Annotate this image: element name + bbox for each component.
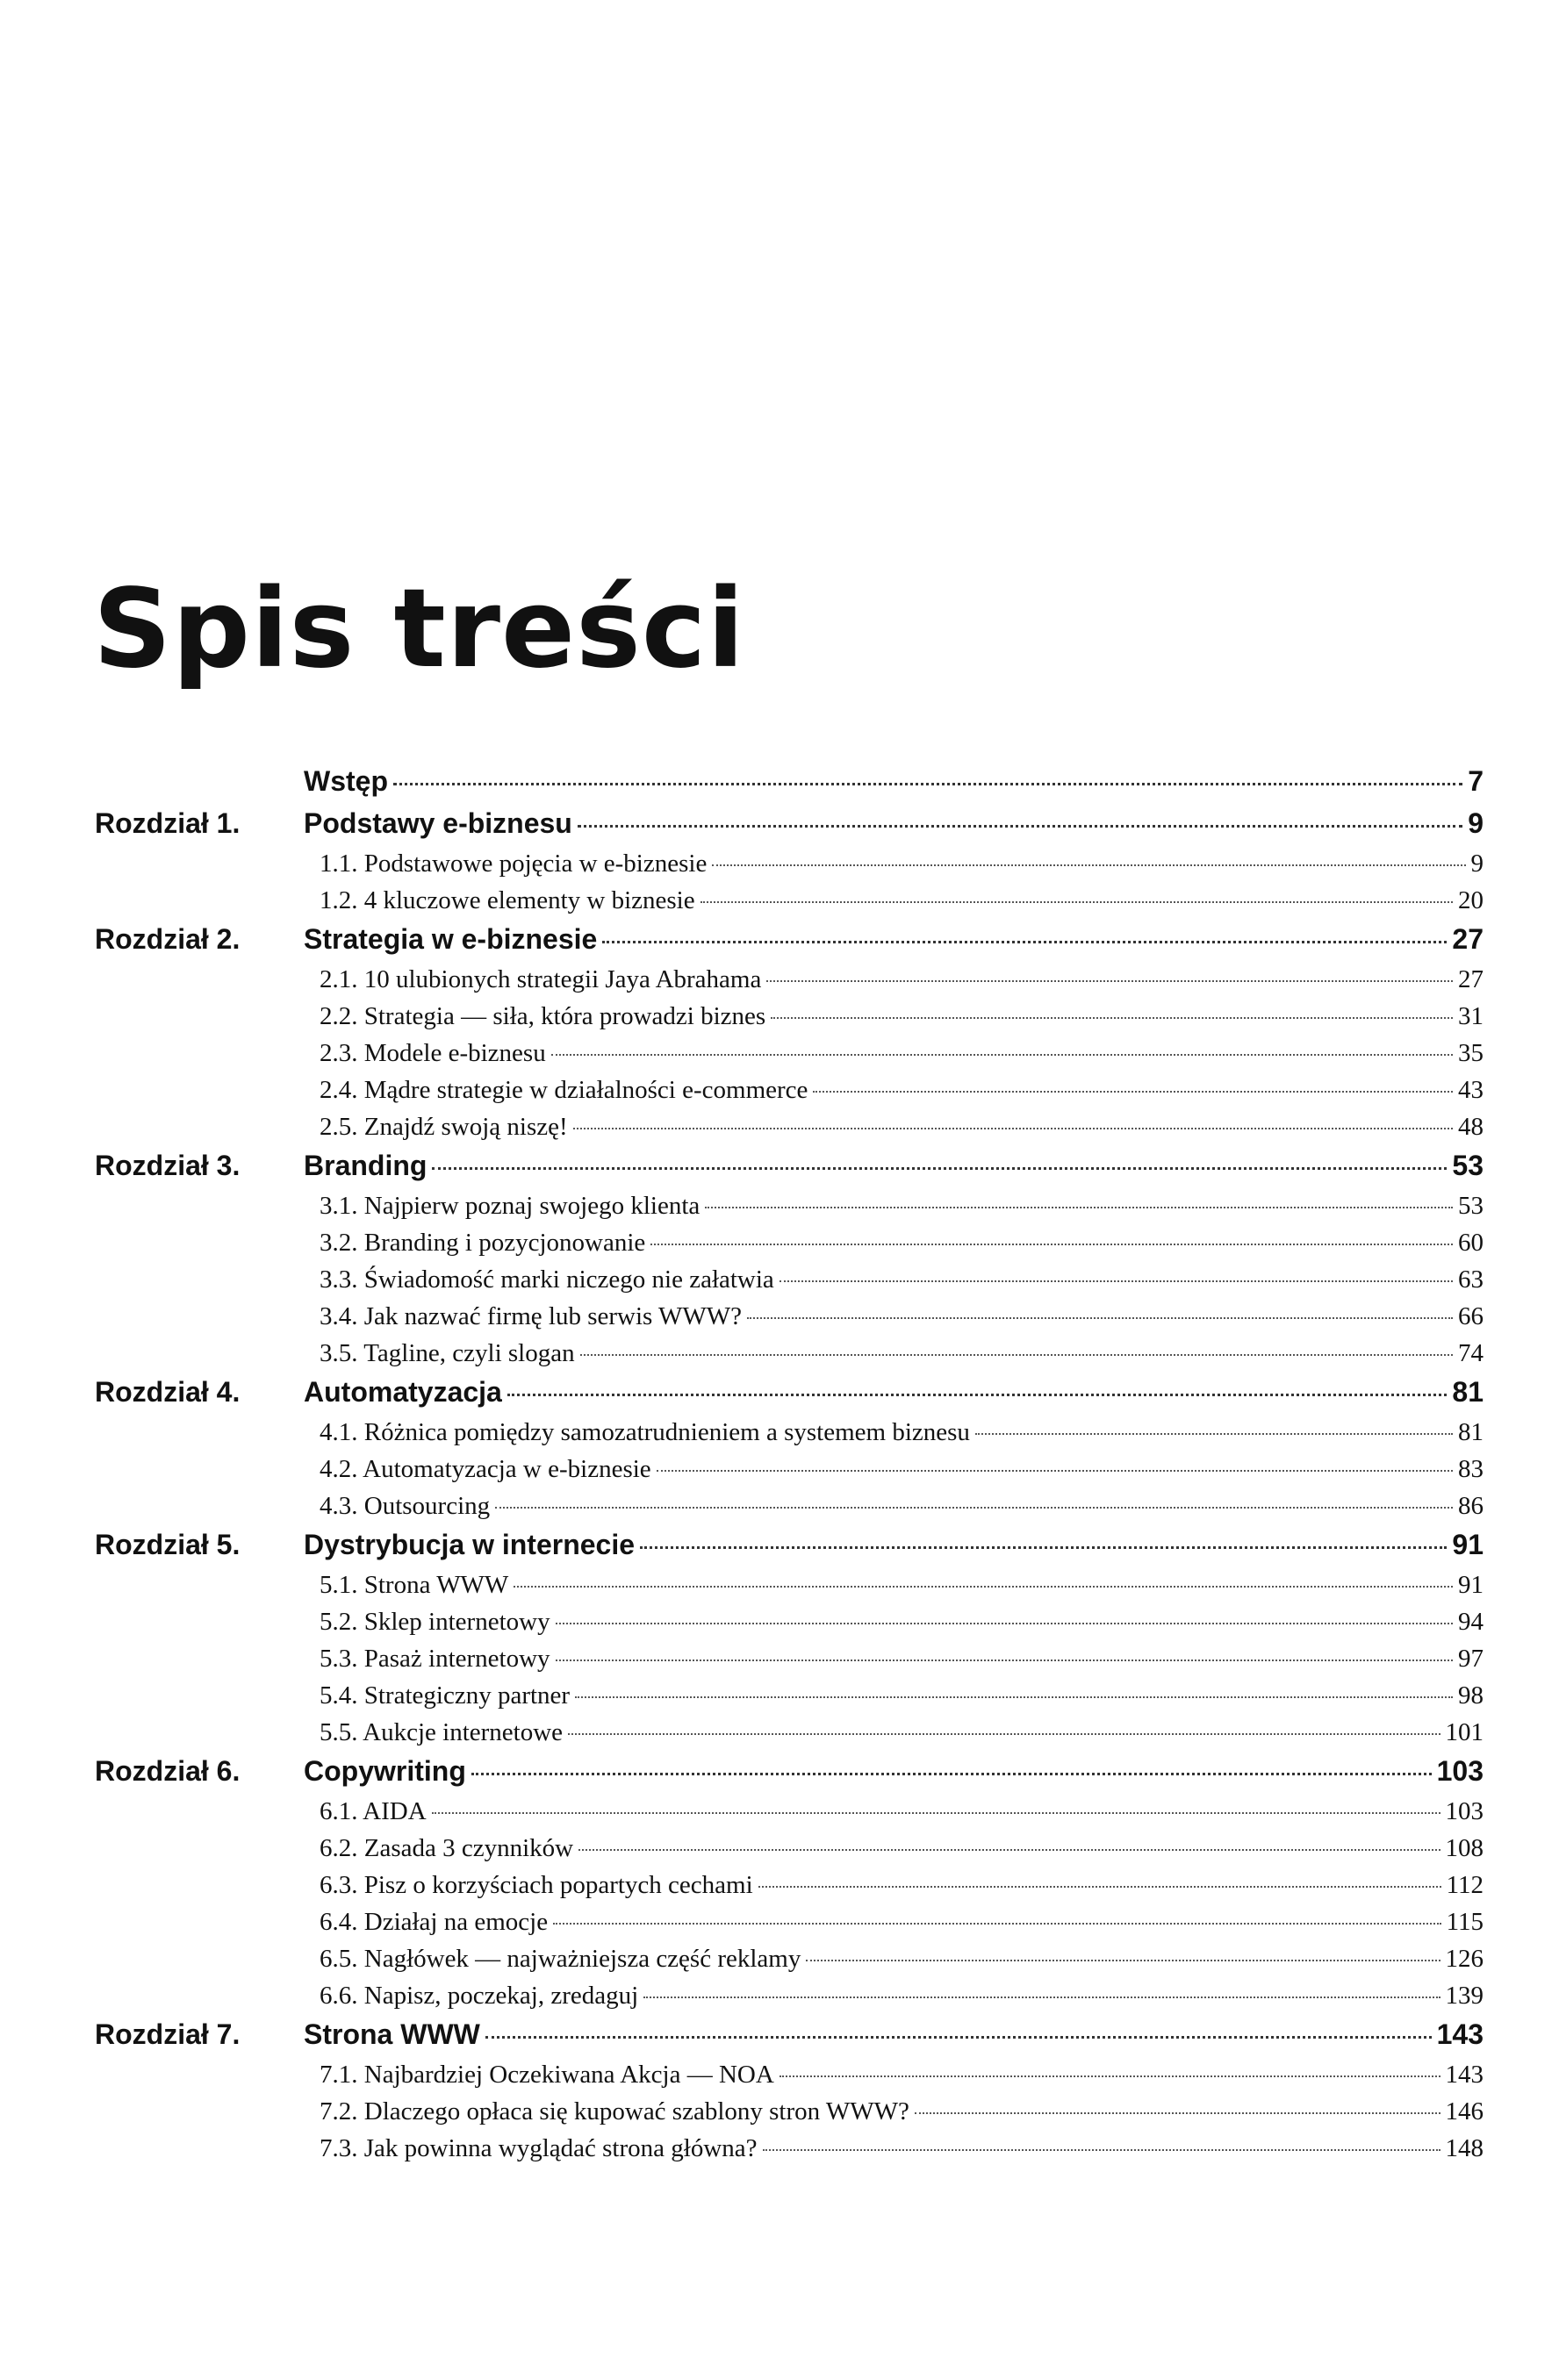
section-row[interactable] (0, 1608, 1559, 1645)
section-page-number: 35 (1458, 1039, 1484, 1067)
dot-leader (432, 1167, 1447, 1170)
section-title: 3.3. Świadomość marki niczego nie załatwia (320, 1265, 774, 1294)
section-title: 7.3. Jak powinna wyglądać strona główna? (320, 2134, 758, 2162)
dot-leader (780, 1280, 1453, 1282)
section-row[interactable] (0, 1982, 1559, 2018)
dot-leader (551, 1054, 1453, 1056)
dot-leader (763, 2149, 1440, 2151)
dot-leader (705, 1207, 1453, 1208)
chapter-page-number: 53 (1452, 1150, 1484, 1181)
chapter-label: Rozdział 3. (95, 1150, 241, 1181)
section-row[interactable] (0, 2061, 1559, 2097)
chapter-title: Dystrybucja w internecie (304, 1529, 636, 1560)
dot-leader (747, 1317, 1453, 1319)
section-row[interactable] (0, 1492, 1559, 1529)
section-title: 7.2. Dlaczego opłaca się kupować szablony stron WWW? (320, 2097, 909, 2126)
section-title: 6.3. Pisz o korzyściach popartych cechami (320, 1871, 753, 1899)
dot-leader (975, 1433, 1453, 1435)
chapter-title: Podstawy e-biznesu (304, 807, 572, 839)
chapter-label: Rozdział 2. (95, 923, 241, 955)
dot-leader (643, 1996, 1440, 1998)
dot-leader (602, 941, 1447, 943)
chapter-row[interactable] (0, 923, 1559, 965)
toc-chapter (0, 923, 1559, 1150)
chapter-row[interactable] (0, 1150, 1559, 1192)
section-title: 2.3. Modele e-biznesu (320, 1039, 546, 1067)
section-title: 1.1. Podstawowe pojęcia w e-biznesie (320, 849, 708, 878)
section-row[interactable] (0, 1265, 1559, 1302)
chapter-row[interactable] (0, 1755, 1559, 1797)
chapter-row[interactable] (0, 1376, 1559, 1418)
chapter-title: Automatyzacja (304, 1376, 502, 1408)
section-page-number: 98 (1458, 1681, 1484, 1710)
chapter-title: Strategia w e-biznesie (304, 923, 598, 955)
section-title: 6.1. AIDA (320, 1797, 427, 1825)
page-title: Spis treści (93, 566, 745, 692)
section-row[interactable] (0, 2097, 1559, 2134)
dot-leader (578, 825, 1462, 828)
section-page-number: 60 (1458, 1229, 1484, 1257)
section-title: 6.2. Zasada 3 czynników (320, 1834, 574, 1862)
section-row[interactable] (0, 965, 1559, 1002)
dot-leader (393, 783, 1462, 785)
section-page-number: 146 (1445, 2097, 1484, 2126)
toc-chapter (0, 1150, 1559, 1376)
section-title: 4.2. Automatyzacja w e-biznesie (320, 1455, 651, 1483)
dot-leader (495, 1507, 1453, 1509)
section-row[interactable] (0, 1113, 1559, 1150)
chapter-label: Rozdział 5. (95, 1529, 241, 1560)
section-row[interactable] (0, 1871, 1559, 1908)
section-row[interactable] (0, 1192, 1559, 1229)
section-row[interactable] (0, 1455, 1559, 1492)
dot-leader (432, 1812, 1440, 1814)
section-row[interactable] (0, 1229, 1559, 1265)
section-page-number: 48 (1458, 1113, 1484, 1141)
section-title: 1.2. 4 kluczowe elementy w biznesie (320, 886, 695, 914)
chapter-label: Rozdział 6. (95, 1755, 241, 1787)
section-title: 5.5. Aukcje internetowe (320, 1718, 564, 1746)
section-title: 2.4. Mądre strategie w działalności e-commerce (320, 1076, 808, 1104)
chapter-label: Rozdział 1. (95, 807, 241, 839)
chapter-label: Rozdział 7. (95, 2018, 241, 2050)
section-page-number: 63 (1458, 1265, 1484, 1294)
dot-leader (514, 1586, 1453, 1588)
dot-leader (758, 1886, 1441, 1888)
chapter-label: Rozdział 4. (95, 1376, 241, 1408)
dot-leader (766, 980, 1453, 982)
section-row[interactable] (0, 1002, 1559, 1039)
section-title: 4.1. Różnica pomiędzy samozatrudnieniem a systemem biznesu (320, 1418, 970, 1446)
section-row[interactable] (0, 1681, 1559, 1718)
dot-leader (657, 1470, 1453, 1472)
section-page-number: 74 (1458, 1339, 1484, 1367)
dot-leader (485, 2036, 1432, 2039)
section-page-number: 43 (1458, 1076, 1484, 1104)
section-page-number: 66 (1458, 1302, 1484, 1330)
section-title: 2.2. Strategia — siła, która prowadzi biznes (320, 1002, 766, 1030)
section-row[interactable] (0, 1908, 1559, 1945)
dot-leader (700, 901, 1453, 903)
section-title: 2.1. 10 ulubionych strategii Jaya Abrahama (320, 965, 762, 993)
dot-leader (915, 2112, 1440, 2114)
toc-chapter (0, 765, 1559, 807)
section-row[interactable] (0, 1718, 1559, 1755)
section-page-number: 83 (1458, 1455, 1484, 1483)
toc-chapter (0, 1529, 1559, 1755)
section-row[interactable] (0, 886, 1559, 923)
section-title: 6.4. Działaj na emocje (320, 1908, 549, 1936)
section-row[interactable] (0, 849, 1559, 886)
section-page-number: 53 (1458, 1192, 1484, 1220)
section-row[interactable] (0, 1797, 1559, 1834)
section-page-number: 115 (1446, 1908, 1484, 1936)
chapter-row[interactable] (0, 1529, 1559, 1571)
section-title: 5.3. Pasaż internetowy (320, 1645, 550, 1673)
chapter-page-number: 103 (1436, 1755, 1484, 1787)
dot-leader (556, 1660, 1453, 1661)
section-page-number: 86 (1458, 1492, 1484, 1520)
section-title: 3.4. Jak nazwać firmę lub serwis WWW? (320, 1302, 743, 1330)
dot-leader (568, 1733, 1440, 1735)
dot-leader (712, 864, 1465, 866)
toc-chapter (0, 1755, 1559, 2018)
dot-leader (556, 1623, 1453, 1624)
section-row[interactable] (0, 1076, 1559, 1113)
section-row[interactable] (0, 1834, 1559, 1871)
chapter-page-number: 81 (1452, 1376, 1484, 1408)
dot-leader (650, 1244, 1453, 1245)
dot-leader (575, 1696, 1453, 1698)
section-page-number: 112 (1446, 1871, 1484, 1899)
section-title: 5.4. Strategiczny partner (320, 1681, 571, 1710)
chapter-row[interactable] (0, 2018, 1559, 2061)
chapter-title: Strona WWW (304, 2018, 480, 2050)
section-row[interactable] (0, 1645, 1559, 1681)
section-row[interactable] (0, 1039, 1559, 1076)
section-row[interactable] (0, 2134, 1559, 2171)
table-of-contents (0, 765, 1559, 2171)
section-page-number: 31 (1458, 1002, 1484, 1030)
chapter-title: Copywriting (304, 1755, 466, 1787)
section-row[interactable] (0, 1945, 1559, 1982)
section-page-number: 139 (1445, 1982, 1484, 2010)
section-page-number: 91 (1458, 1571, 1484, 1599)
toc-chapter (0, 2018, 1559, 2171)
section-page-number: 148 (1445, 2134, 1484, 2162)
dot-leader (580, 1354, 1453, 1356)
toc-chapter (0, 807, 1559, 923)
section-title: 2.5. Znajdź swoją niszę! (320, 1113, 568, 1141)
section-page-number: 94 (1458, 1608, 1484, 1636)
chapter-row[interactable] (0, 765, 1559, 807)
section-page-number: 126 (1445, 1945, 1484, 1973)
chapter-title: Branding (304, 1150, 427, 1181)
dot-leader (578, 1849, 1440, 1851)
chapter-page-number: 91 (1452, 1529, 1484, 1560)
dot-leader (573, 1128, 1453, 1129)
section-title: 7.1. Najbardziej Oczekiwana Akcja — NOA (320, 2061, 774, 2089)
section-page-number: 101 (1445, 1718, 1484, 1746)
section-row[interactable] (0, 1571, 1559, 1608)
section-title: 5.2. Sklep internetowy (320, 1608, 550, 1636)
section-page-number: 97 (1458, 1645, 1484, 1673)
chapter-page-number: 7 (1468, 765, 1484, 797)
dot-leader (806, 1960, 1440, 1961)
section-title: 3.1. Najpierw poznaj swojego klienta (320, 1192, 700, 1220)
chapter-page-number: 143 (1436, 2018, 1484, 2050)
section-row[interactable] (0, 1418, 1559, 1455)
chapter-page-number: 9 (1468, 807, 1484, 839)
section-title: 4.3. Outsourcing (320, 1492, 491, 1520)
section-row[interactable] (0, 1302, 1559, 1339)
toc-chapter (0, 1376, 1559, 1529)
dot-leader (553, 1923, 1440, 1925)
section-page-number: 108 (1445, 1834, 1484, 1862)
section-page-number: 9 (1470, 849, 1484, 878)
dot-leader (640, 1546, 1447, 1549)
section-title: 3.2. Branding i pozycjonowanie (320, 1229, 646, 1257)
section-title: 6.6. Napisz, poczekaj, zredaguj (320, 1982, 639, 2010)
dot-leader (771, 1017, 1453, 1019)
section-title: 5.1. Strona WWW (320, 1571, 509, 1599)
section-page-number: 81 (1458, 1418, 1484, 1446)
section-page-number: 20 (1458, 886, 1484, 914)
section-page-number: 27 (1458, 965, 1484, 993)
chapter-row[interactable] (0, 807, 1559, 849)
chapter-page-number: 27 (1452, 923, 1484, 955)
dot-leader (507, 1394, 1448, 1396)
section-page-number: 103 (1445, 1797, 1484, 1825)
dot-leader (813, 1091, 1453, 1093)
dot-leader (780, 2075, 1440, 2077)
dot-leader (471, 1773, 1432, 1775)
section-row[interactable] (0, 1339, 1559, 1376)
section-page-number: 143 (1445, 2061, 1484, 2089)
section-title: 3.5. Tagline, czyli slogan (320, 1339, 575, 1367)
chapter-title: Wstęp (304, 765, 388, 797)
section-title: 6.5. Nagłówek — najważniejsza część reklamy (320, 1945, 801, 1973)
